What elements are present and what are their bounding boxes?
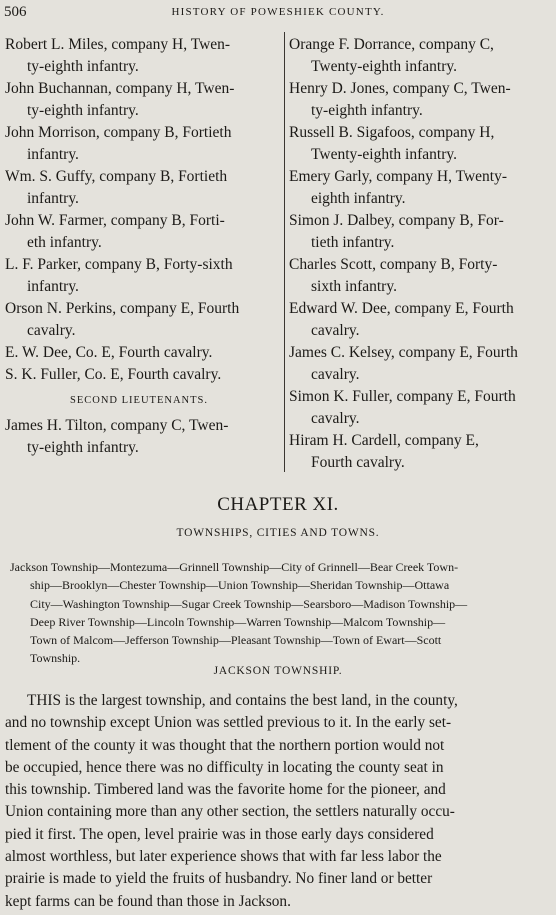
chapter-title: CHAPTER XI. [217,494,339,515]
roster-entry-continuation: infantry. [27,146,79,163]
roster-entry-line: James C. Kelsey, company E, Fourth [289,344,518,361]
roster-entry-continuation: tieth infantry. [311,234,395,251]
roster-entry-line: Simon J. Dalbey, company B, For- [289,212,504,229]
body-paragraph [5,690,553,913]
roster-entry [289,34,552,78]
roster-entry-line: Wm. S. Guffy, company B, Fortieth [5,168,228,185]
roster-entry-line: Charles Scott, company B, Forty- [289,256,498,273]
body-line: almost worthless, but later experience shows that with far less labor the [5,848,442,866]
roster-entry [5,298,273,342]
contents-line: Town of Malcom—Jefferson Township—Pleasant Township—Town of Ewart—Scott [30,633,442,648]
body-line: Union containing more than any other section, the settlers naturally occu- [5,803,455,821]
roster-entry [289,342,552,386]
roster-entry-continuation: infantry. [27,278,79,295]
roster-entry [5,415,273,459]
roster-entry [5,342,273,364]
roster-entry-continuation: sixth infantry. [311,278,397,295]
second-lieutenants-heading: SECOND LIEUTENANTS. [70,395,208,406]
roster-entry-continuation: eth infantry. [27,234,102,251]
contents-line: ship—Brooklyn—Chester Township—Union Township—Sheridan Township—Ottawa [30,578,450,593]
left-column [5,34,273,459]
roster-entry [289,254,552,298]
roster-entry-line: Robert L. Miles, company H, Twen- [5,36,231,53]
roster-entry [5,364,273,386]
roster-entry-line: Henry D. Jones, company C, Twen- [289,80,511,97]
roster-entry-line: E. W. Dee, Co. E, Fourth cavalry. [5,344,213,361]
body-line: kept farms can be found than those in Jackson. [5,892,291,910]
contents-line: Deep River Township—Lincoln Township—Warren Township—Malcom Township— [30,614,446,629]
roster-entry-line: Simon K. Fuller, company E, Fourth [289,388,516,405]
contents-line: Jackson Township—Montezuma—Grinnell Township—City of Grinnell—Bear Creek Town- [10,560,459,574]
roster-entry [5,122,273,166]
roster-entry-continuation: ty-eighth infantry. [27,102,139,119]
chapter-contents [10,558,550,668]
roster-entry [289,430,552,474]
roster-entry [5,254,273,298]
roster-entry-continuation: cavalry. [311,366,360,383]
roster-entry-line: John W. Farmer, company B, Forti- [5,212,225,229]
chapter-subtitle: TOWNSHIPS, CITIES AND TOWNS. [176,527,380,539]
roster-entry [5,78,273,122]
roster-entry-line: Hiram H. Cardell, company E, [289,432,479,449]
body-line: this township. Timbered land was the favorite home for the pioneer, and [5,781,446,799]
roster-entry-line: Emery Garly, company H, Twenty- [289,168,508,185]
page-number: 506 [4,4,27,20]
roster-entry-continuation: Twenty-eighth infantry. [311,146,457,163]
roster-entry-continuation: ty-eighth infantry. [27,58,139,75]
body-line: tlement of the county it was thought that the northern portion would not [5,736,445,754]
roster-entry-line: Orson N. Perkins, company E, Fourth [5,300,240,317]
column-divider [284,32,285,472]
roster-entry [289,78,552,122]
body-line: prairie is made to yield the fruits of husbandry. No finer land or better [5,870,433,888]
roster-entry-continuation: infantry. [27,190,79,207]
roster-entry-continuation: ty-eighth infantry. [27,439,139,456]
roster-entry-continuation: cavalry. [27,322,76,339]
roster-entry-line: Edward W. Dee, company E, Fourth [289,300,514,317]
roster-entry [5,210,273,254]
roster-entry-line: John Buchannan, company H, Twen- [5,80,235,97]
section-heading: JACKSON TOWNSHIP. [213,665,343,677]
running-header-title: HISTORY OF POWESHIEK COUNTY. [171,6,385,18]
roster-entry-continuation: cavalry. [311,410,360,427]
roster-entry [289,122,552,166]
roster-entry-line: Russell B. Sigafoos, company H, [289,124,495,141]
roster-entry [289,166,552,210]
contents-line: Township. [30,651,81,666]
roster-entry [289,210,552,254]
roster-entry-continuation: ty-eighth infantry. [311,102,423,119]
roster-entry [5,34,273,78]
roster-entry-line: Orange F. Dorrance, company C, [289,36,494,53]
roster-entry-continuation: Fourth cavalry. [311,454,405,471]
right-column [289,34,552,474]
body-line: be occupied, hence there was no difficulty in locating the county seat in [5,758,444,776]
body-line: THIS is the largest township, and contains the best land, in the county, [27,692,458,709]
body-line: pied it first. The open, level prairie was in those early days considered [5,825,434,843]
roster-entry-line: S. K. Fuller, Co. E, Fourth cavalry. [5,366,222,383]
roster-entry [5,166,273,210]
roster-entry [289,386,552,430]
body-line: and no township except Union was settled previous to it. In the early set- [5,714,452,732]
contents-line: City—Washington Township—Sugar Creek Township—Searsboro—Madison Township— [30,596,468,611]
roster-entry-continuation: cavalry. [311,322,360,339]
roster-entry-line: L. F. Parker, company B, Forty-sixth [5,256,233,273]
roster-entry [289,298,552,342]
roster-entry-continuation: eighth infantry. [311,190,406,207]
roster-entry-line: John Morrison, company B, Fortieth [5,124,232,141]
roster-entry-continuation: Twenty-eighth infantry. [311,58,457,75]
roster-entry-line: James H. Tilton, company C, Twen- [5,417,229,434]
running-head [0,4,556,24]
